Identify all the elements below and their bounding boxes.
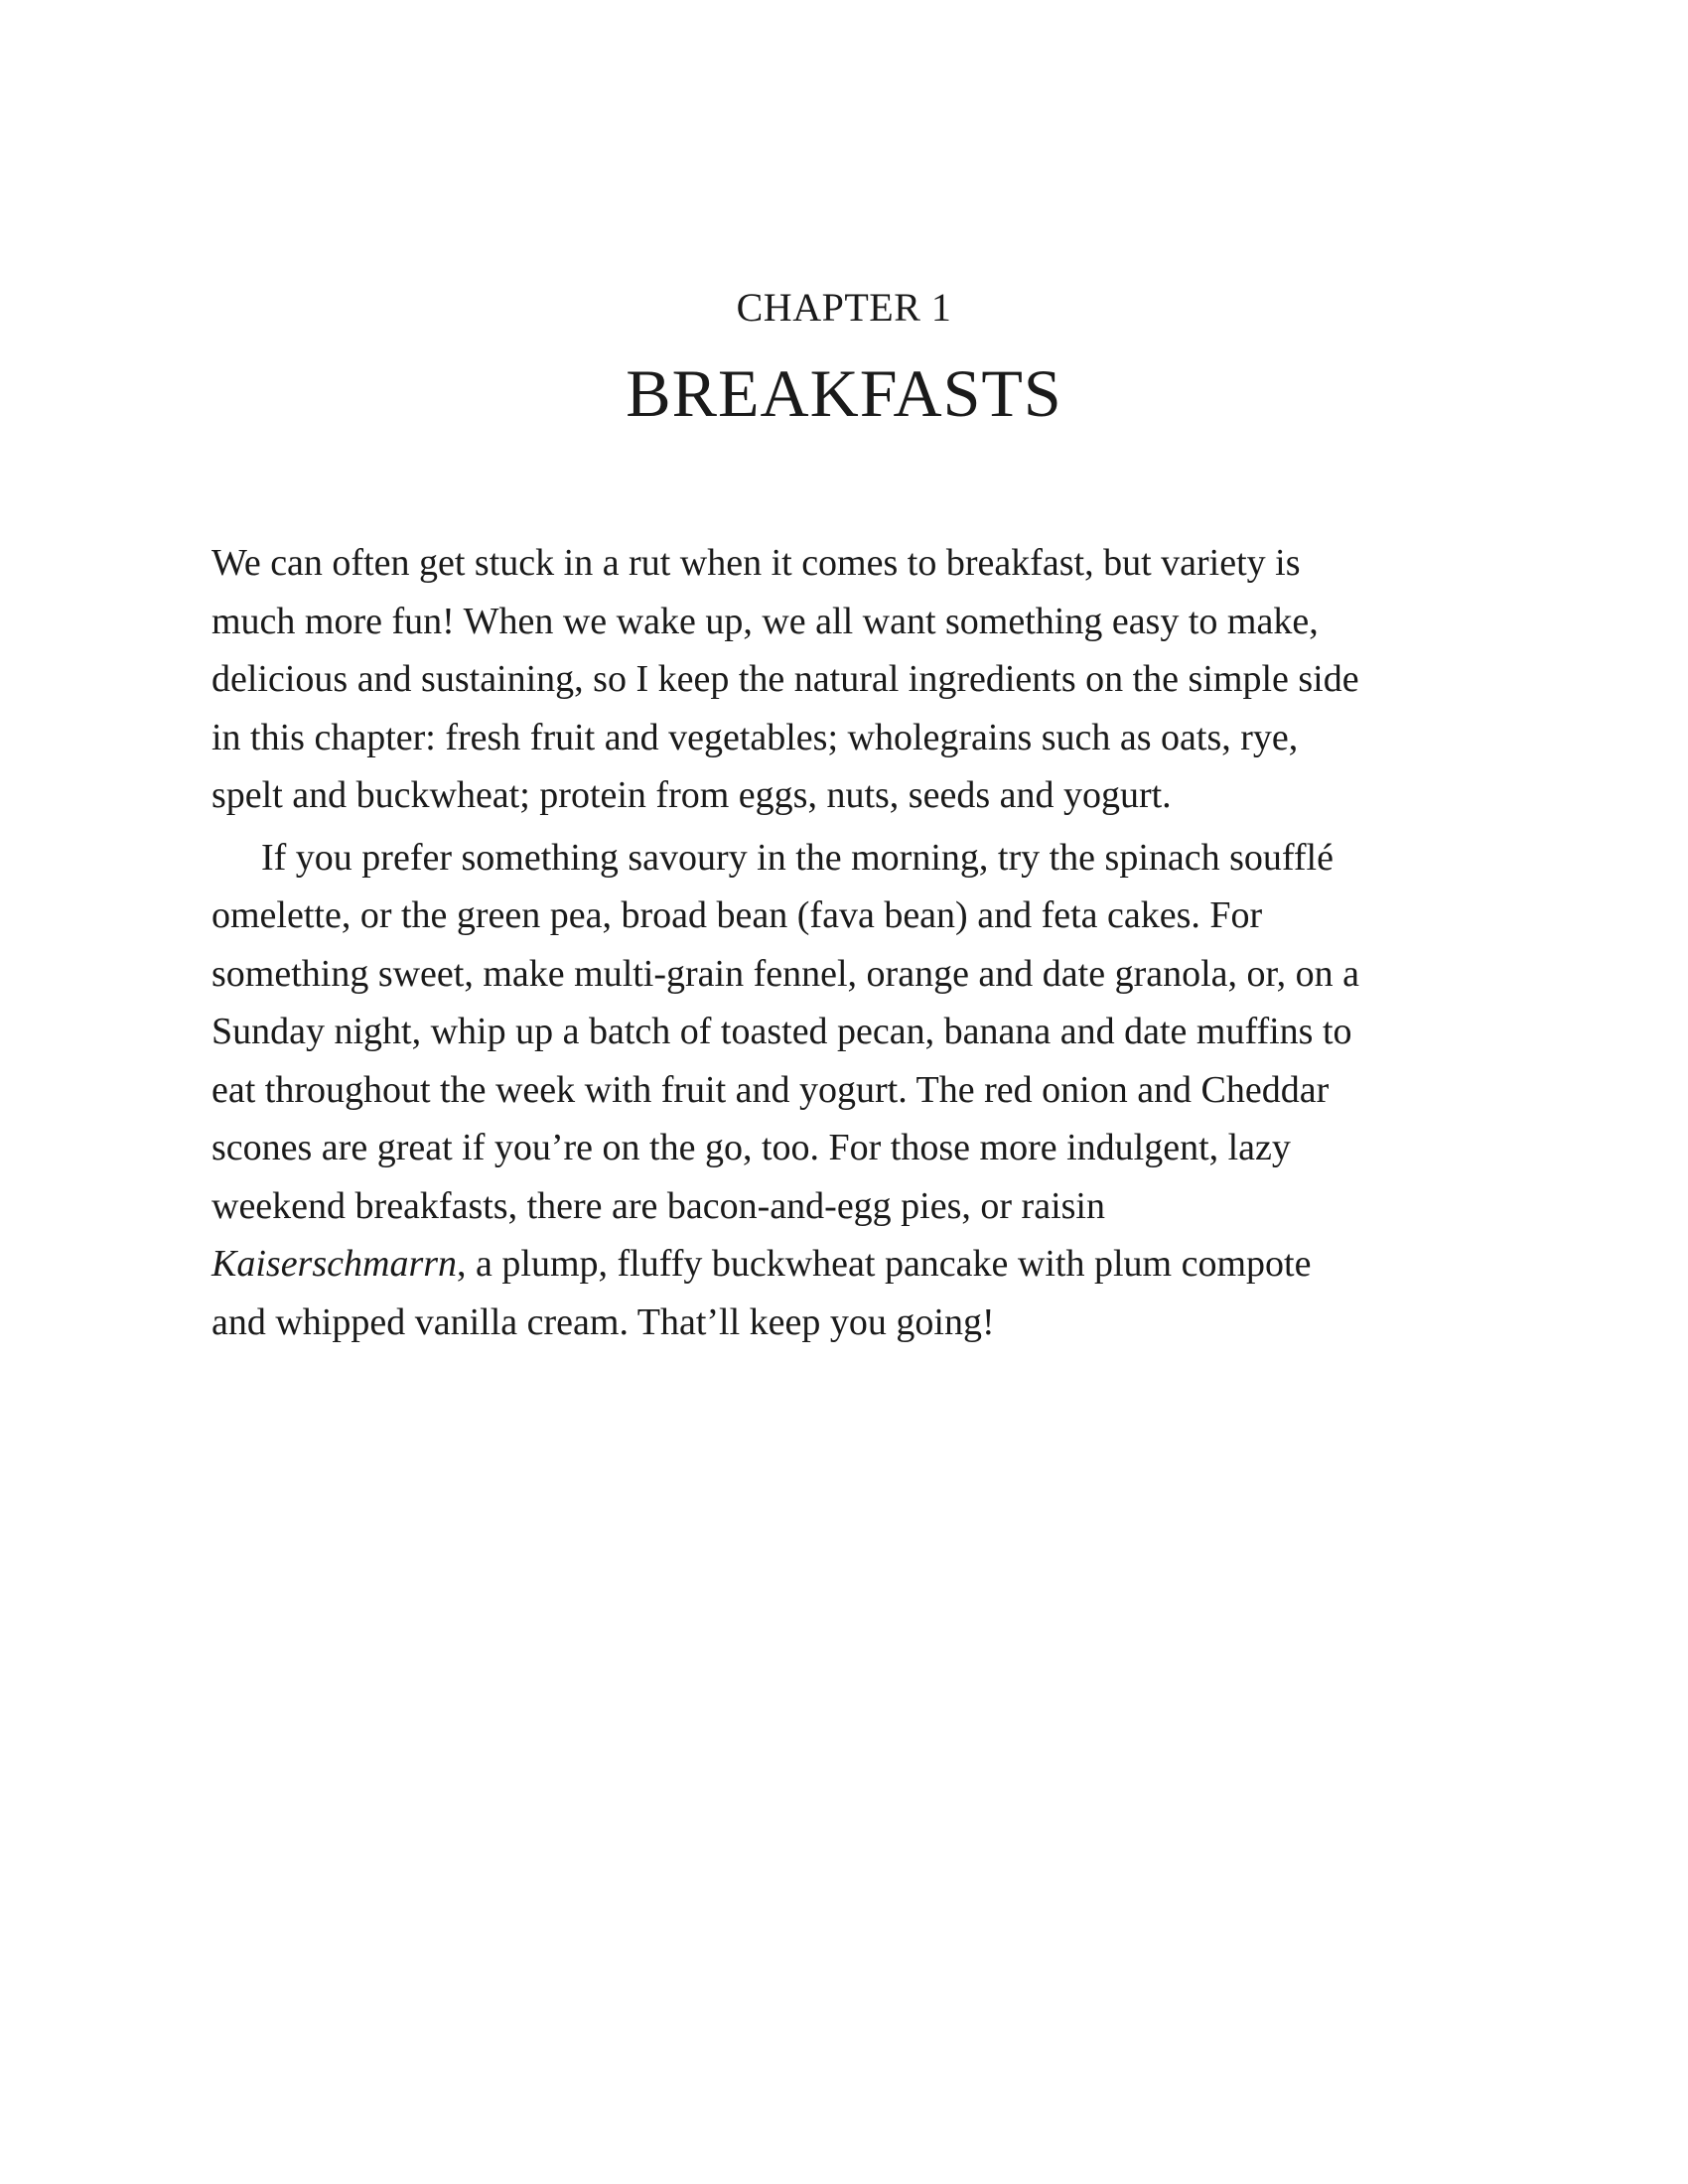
text-fragment: , a plump, fluffy buckwheat pancake with plum compote xyxy=(457,1243,1312,1285)
text-line: spelt and buckwheat; protein from eggs, nuts, seeds and yogurt. xyxy=(211,774,1172,816)
text-line: weekend breakfasts, there are bacon-and-egg pies, or raisin xyxy=(211,1184,1105,1227)
text-line: scones are great if you’re on the go, too. For those more indulgent, lazy xyxy=(211,1127,1291,1168)
text-line: Sunday night, whip up a batch of toasted pecan, banana and date muffins to xyxy=(211,1011,1352,1052)
paragraph-1 xyxy=(211,534,1492,825)
text-line xyxy=(211,1235,1492,1294)
paragraph-2 xyxy=(211,829,1492,1352)
text-line: eat throughout the week with fruit and yogurt. The red onion and Cheddar xyxy=(211,1068,1330,1111)
italic-term: Kaiserschmarrn xyxy=(211,1243,458,1285)
text-line: something sweet, make multi-grain fennel, orange and date granola, or, on a xyxy=(211,952,1360,995)
chapter-intro xyxy=(211,534,1492,1351)
text-line: in this chapter: fresh fruit and vegetables; wholegrains such as oats, rye, xyxy=(211,716,1299,758)
text-line: If you prefer something savoury in the morning, try the spinach soufflé xyxy=(261,836,1334,879)
text-line: and whipped vanilla cream. That’ll keep you going! xyxy=(211,1300,995,1343)
text-line: delicious and sustaining, so I keep the natural ingredients on the simple side xyxy=(211,658,1359,700)
text-line: omelette, or the green pea, broad bean (fava bean) and feta cakes. For xyxy=(211,894,1263,936)
text-line: We can often get stuck in a rut when it comes to breakfast, but variety is xyxy=(211,542,1301,584)
text-line: much more fun! When we wake up, we all want something easy to make, xyxy=(211,600,1319,642)
chapter-title: BREAKFASTS xyxy=(626,355,1062,431)
chapter-number: CHAPTER 1 xyxy=(736,285,952,330)
